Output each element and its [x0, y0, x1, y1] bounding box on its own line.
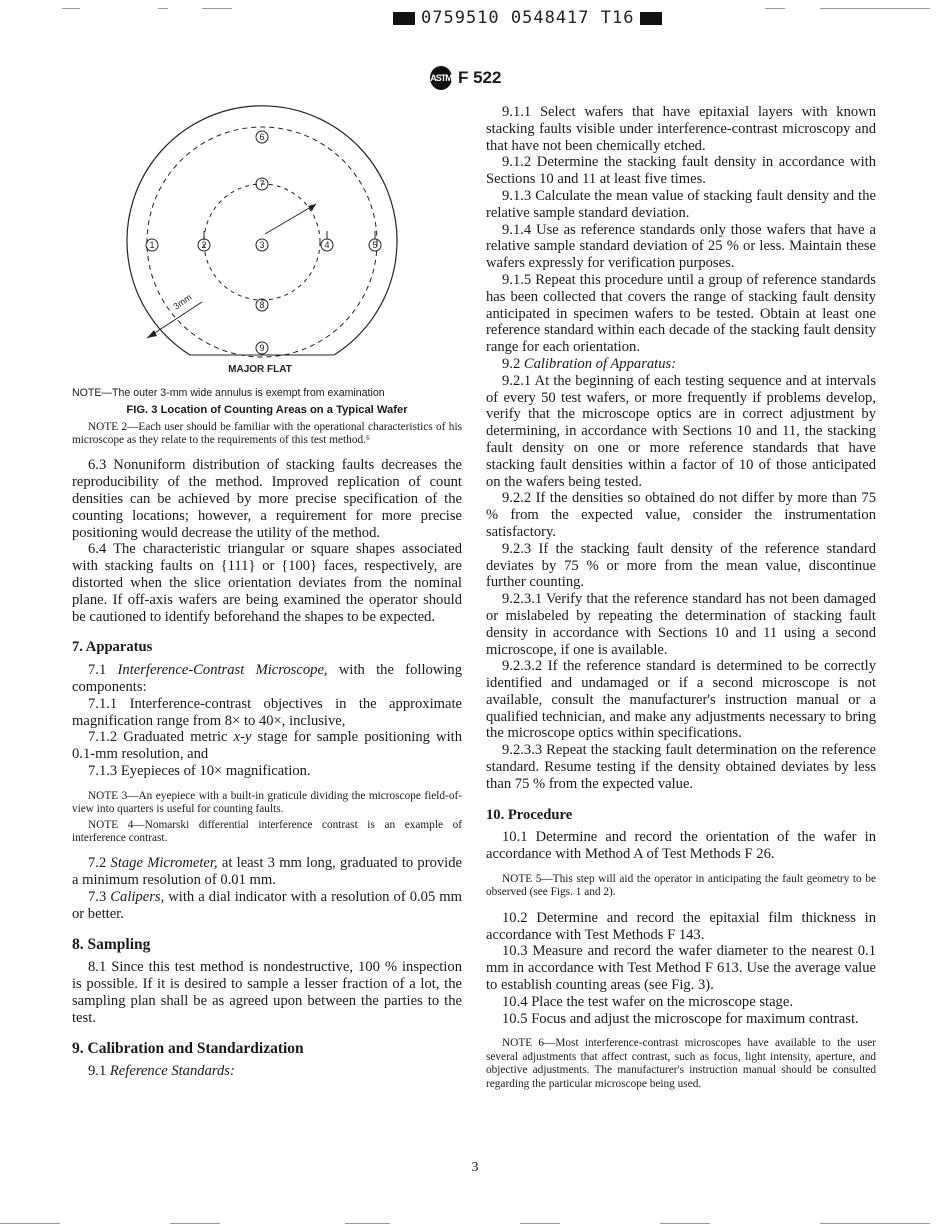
section-8-heading: 8. Sampling — [72, 935, 151, 953]
bottom-scan-rule — [820, 1223, 930, 1224]
location-label: 6 — [259, 132, 265, 142]
right-column — [486, 104, 876, 1093]
wafer-diagram — [72, 100, 462, 385]
top-scan-rule — [765, 8, 785, 9]
note-2: NOTE 2—Each user should be familiar with the operational characteristics of his microscope as they relate to the requirements of this test method.⁶ — [72, 420, 462, 446]
figure-3 — [72, 100, 462, 385]
paragraph-8-1: 8.1 Since this test method is nondestructive, 100 % inspection is possible. If it is desired to sample a lesser fraction of a lot, the sampling plan shall be as agreed upon between the parties to the test. — [72, 959, 462, 1026]
paragraph-9-2-1: 9.2.1 At the beginning of each testing sequence and at intervals of every 50 test wafers, or more frequently if problems develop, verify that the microscope optics are in correct adjustment by determining, in accordance with Sections 10 and 11, the stacking fault density on one or more reference standards that have stacking fault densities within a factor of 10 of those anticipated on the wafers being tested. — [486, 372, 876, 490]
location-label: 7 — [259, 179, 265, 189]
paragraph-10-4: 10.4 Place the test wafer on the microscope stage. — [502, 993, 793, 1010]
bottom-scan-rule — [345, 1223, 390, 1224]
paragraph-9-2-2: 9.2.2 If the densities so obtained do not differ by more than 75 % from the expected value, consider the instrumentation satisfactory. — [486, 490, 876, 540]
radius-arrow — [265, 204, 316, 234]
section-10-heading: 10. Procedure — [486, 806, 573, 823]
paragraph-9-1-2: 9.1.2 Determine the stacking fault density in accordance with Sections 10 and 11 at least five times. — [486, 154, 876, 188]
note-6: NOTE 6—Most interference-contrast microscopes have available to the user several adjustments that affect contrast, such as focus, light intensity, aperture, and objective adjustments. The manufacturer's instruction manual should be consulted regarding the particular microscope being used. — [486, 1037, 876, 1090]
paragraph-9-1: 9.1 Reference Standards: — [88, 1063, 235, 1080]
figure-caption: FIG. 3 Location of Counting Areas on a Typical Wafer — [126, 403, 408, 416]
location-label: 2 — [201, 240, 207, 250]
top-scan-rule — [202, 8, 232, 9]
note-5: NOTE 5—This step will aid the operator in anticipating the fault geometry to be observed (see Figs. 1 and 2). — [486, 873, 876, 899]
location-label: 4 — [324, 240, 330, 250]
paragraph-9-2: 9.2 Calibration of Apparatus: — [502, 355, 677, 372]
paragraph-9-2-3: 9.2.3 If the stacking fault density of the reference standard deviates by 75 % or more from the mean value, discontinue further counting. — [486, 540, 876, 591]
paragraph-10-2: 10.2 Determine and record the epitaxial film thickness in accordance with Test Methods F 143. — [486, 909, 876, 943]
standard-logo — [430, 66, 501, 90]
radius-arrowhead-icon — [308, 204, 316, 211]
paragraph-10-5: 10.5 Focus and adjust the microscope for maximum contrast. — [502, 1010, 859, 1027]
top-scan-rule — [820, 8, 930, 9]
paragraph-7-1: 7.1 Interference-Contrast Microscope, with the following components: — [72, 662, 462, 695]
paragraph-7-1-2: 7.1.2 Graduated metric x-y stage for sample positioning with 0.1-mm resolution, and — [72, 729, 462, 763]
paragraph-9-2-3-1: 9.2.3.1 Verify that the reference standard has not been damaged or mislabeled by repeating the determination of stacking fault density in accordance with Sections 10 and 11 using a second microscope, if one is available. — [486, 591, 876, 658]
paragraph-9-2-3-3: 9.2.3.3 Repeat the stacking fault determination on the reference standard. Resume testing if the density obtained deviates by less than 75 % from the expected value. — [486, 742, 876, 792]
paragraph-6-3: 6.3 Nonuniform distribution of stacking faults decreases the reproducibility of the method. Improved replication of count densities can be achieved by more precise specification of the counting locations; however, a requirement for more precise positioning would decrease the utility of the method. — [72, 457, 462, 541]
header-bar-left — [393, 12, 415, 25]
paragraph-9-1-3: 9.1.3 Calculate the mean value of stacking fault density and the relative sample standard deviation. — [486, 187, 876, 221]
section-7-heading: 7. Apparatus — [72, 639, 153, 656]
document-code-header — [393, 8, 662, 28]
bottom-scan-rule — [660, 1223, 710, 1224]
annulus-label: 3mm — [171, 291, 194, 312]
top-scan-rule — [62, 8, 80, 9]
document-code: 0759510 0548417 T16 — [421, 8, 635, 28]
location-label: 8 — [259, 300, 265, 310]
header-bar-right — [640, 12, 662, 25]
paragraph-9-1-5: 9.1.5 Repeat this procedure until a group of reference standards has been collected that covers the range of stacking fault density anticipated in specimen wafers to be tested. Obtain at least one reference standard within each decade of the stacking fault density range for each orientation. — [486, 271, 876, 356]
paragraph-7-1-1: 7.1.1 Interference-contrast objectives in the approximate magnification range from 8× to 40×, inclusive, — [72, 695, 462, 729]
top-scan-rule — [158, 8, 168, 9]
paragraph-10-3: 10.3 Measure and record the wafer diameter to the nearest 0.1 mm in accordance with Test Method F 613. Use the average value to establish counting areas (see Fig. 3). — [486, 943, 876, 994]
section-9-heading: 9. Calibration and Standardization — [72, 1039, 304, 1057]
location-label: 9 — [259, 343, 265, 353]
bottom-scan-rule — [170, 1223, 220, 1224]
location-label: 1 — [149, 240, 155, 250]
astm-logo-icon: ASTM — [430, 66, 452, 90]
annulus-arrowhead-icon — [147, 330, 157, 338]
paragraph-9-1-1: 9.1.1 Select wafers that have epitaxial layers with known stacking faults visible under interference-contrast microscopy and that have not been chemically etched. — [486, 104, 876, 154]
paragraph-10-1: 10.1 Determine and record the orientation of the wafer in accordance with Method A of Test Methods F 26. — [486, 829, 876, 863]
location-label: 5 — [372, 240, 378, 250]
major-flat-label: MAJOR FLAT — [228, 364, 292, 375]
paragraph-9-1-4: 9.1.4 Use as reference standards only those wafers that have a relative sample standard deviation of 25 % or less. Maintain these wafers expressly for verification purposes. — [486, 221, 876, 272]
paragraph-7-1-3: 7.1.3 Eyepieces of 10× magnification. — [88, 762, 311, 779]
note-4: NOTE 4—Nomarski differential interference contrast is an example of interference contrast. — [72, 818, 462, 844]
note-3: NOTE 3—An eyepiece with a built-in graticule dividing the microscope field-of-view into quarters is useful for counting faults. — [72, 789, 462, 816]
standard-number: F 522 — [458, 68, 502, 87]
bottom-scan-rule — [0, 1223, 60, 1224]
paragraph-7-2: 7.2 Stage Micrometer, at least 3 mm long, graduated to provide a minimum resolution of 0.01 mm. — [72, 855, 463, 889]
paragraph-7-3: 7.3 Calipers, with a dial indicator with a resolution of 0.05 mm or better. — [72, 888, 463, 922]
page-number: 3 — [471, 1160, 479, 1175]
paragraph-6-4: 6.4 The characteristic triangular or square shapes associated with stacking faults on {111} or {100} faces, respectively, are distorted when the slice orientation deviates from the nominal plane. If off-axis wafers are being examined the operator should be cautioned to identify beforehand the shapes to be expected. — [72, 541, 462, 625]
figure-note: NOTE—The outer 3-mm wide annulus is exempt from examination — [72, 387, 385, 399]
left-column — [72, 100, 462, 1080]
paragraph-9-2-3-2: 9.2.3.2 If the reference standard is determined to be correctly identified and undamaged or if a second microscope is not available, consult the manufacturer's instruction manual or a qualified technician, and make any adjustments necessary to bring the microscope optics within specifications. — [486, 658, 876, 742]
location-label: 3 — [259, 240, 265, 250]
bottom-scan-rule — [520, 1223, 560, 1224]
